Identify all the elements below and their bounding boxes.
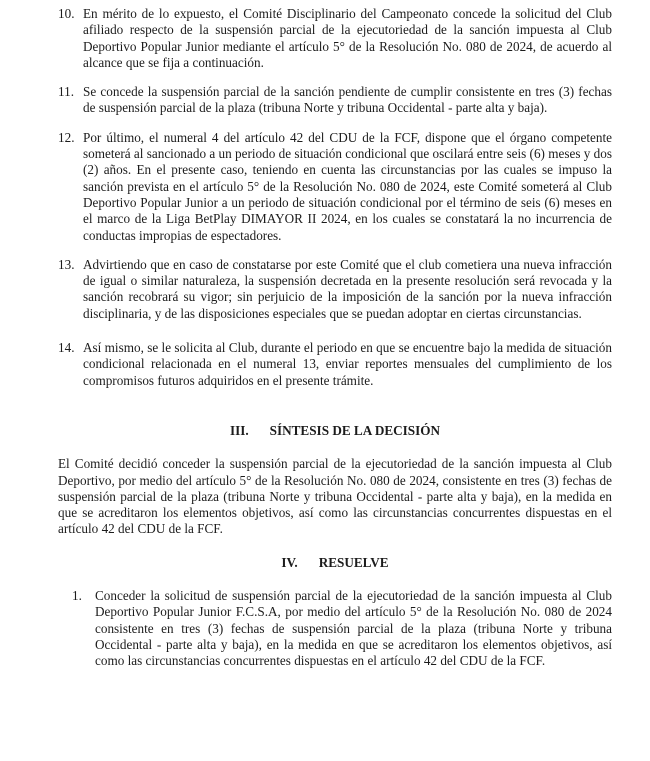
section-roman-numeral: III.: [229, 422, 249, 438]
list-item-text: En mérito de lo expuesto, el Comité Disciplinario del Campeonato concede la solicitud del Club afiliado respecto de la suspensión parcial de la ejecutoriedad de la sanción impuesta al Club Deportivo Popular Junior mediante el artículo 5° de la Resolución No. 080 de 2024, de acuerdo al alcance que se fija a continuación.: [83, 6, 612, 70]
list-item-10: [58, 6, 612, 71]
section-heading-resuelve: [58, 555, 612, 571]
list-item-14: [58, 340, 612, 389]
section-title: SÍNTESIS DE LA DECISIÓN: [269, 422, 441, 438]
list-item-number: 12.: [58, 129, 75, 145]
list-item-11: [58, 84, 612, 117]
list-item-text: Se concede la suspensión parcial de la sanción pendiente de cumplir consistente en tres (3) fechas de suspensión parcial de la plaza (tribuna Norte y tribuna Occidental - parte alta y baja).: [83, 84, 612, 116]
list-item-number: 14.: [58, 340, 75, 356]
list-item-number: 13.: [58, 256, 75, 272]
list-item-number: 1.: [72, 588, 82, 604]
list-item-text: Así mismo, se le solicita al Club, durante el periodo en que se encuentre bajo la medida de situación condicional relacionada en el numeral 13, enviar reportes mensuales del cumplimiento de los compromisos futuros adquiridos en el presente trámite.: [83, 340, 612, 388]
list-item-text: Por último, el numeral 4 del artículo 42 del CDU de la FCF, dispone que el órgano competente someterá al sancionado a un periodo de situación condicional que oscilará entre seis (6) meses y dos (2) años. En el presente caso, teniendo en cuenta las circunstancias por las cuales se impuso la sanción prevista en el artículo 5° de la Resolución No. 080 de 2024, este Comité someterá al Club Deportivo Popular Junior a un periodo de situación condicional por el término de seis (6) meses en el marco de la Liga BetPlay DIMAYOR II 2024, en los cuales se constatará la no incurrencia de conductas impropias de espectadores.: [83, 129, 612, 243]
section-title: RESUELVE: [318, 554, 389, 570]
list-item-13: [58, 257, 612, 322]
section-roman-numeral: IV.: [281, 554, 298, 570]
list-item-number: 11.: [58, 84, 74, 100]
synthesis-paragraph: El Comité decidió conceder la suspensión parcial de la ejecutoriedad de la sanción impuesta al Club Deportivo, por medio del artículo 5° de la Resolución No. 080 de 2024, consistente en tres (3) fechas de suspensión parcial de la plaza (tribuna Norte y tribuna Occidental - parte alta y baja), en la medida en que se acreditaron los elementos objetivos, así como las circunstancias concurrentes dispuestas en el artículo 42 del CDU de la FCF.: [58, 456, 612, 537]
section-heading-sintesis: [58, 423, 612, 439]
list-item-text: Advirtiendo que en caso de constatarse por este Comité que el club cometiera una nueva infracción de igual o similar naturaleza, la suspensión decretada en la presente resolución será revocada y la sanción recobrará su vigor; sin perjuicio de la imposición de la sanción por la nueva infracción disciplinaria, y de las disposiciones especiales que se puedan adoptar en ciertas circunstancias.: [83, 256, 612, 321]
list-item-text: Conceder la solicitud de suspensión parcial de la ejecutoriedad de la sanción impuesta al Club Deportivo Popular Junior F.C.S.A, por medio del artículo 5° de la Resolución No. 080 de 2024 consistente en tres (3) fechas de suspensión parcial de la plaza (tribuna Norte y tribuna Occidental - parte alta y baja), en la medida en que se acreditaron los elementos objetivos, así como las circunstancias concurrentes dispuestas en el artículo 42 del CDU de la FCF.: [95, 588, 612, 669]
resolve-item-1: [72, 588, 612, 669]
list-item-12: [58, 130, 612, 244]
list-item-number: 10.: [58, 6, 75, 21]
